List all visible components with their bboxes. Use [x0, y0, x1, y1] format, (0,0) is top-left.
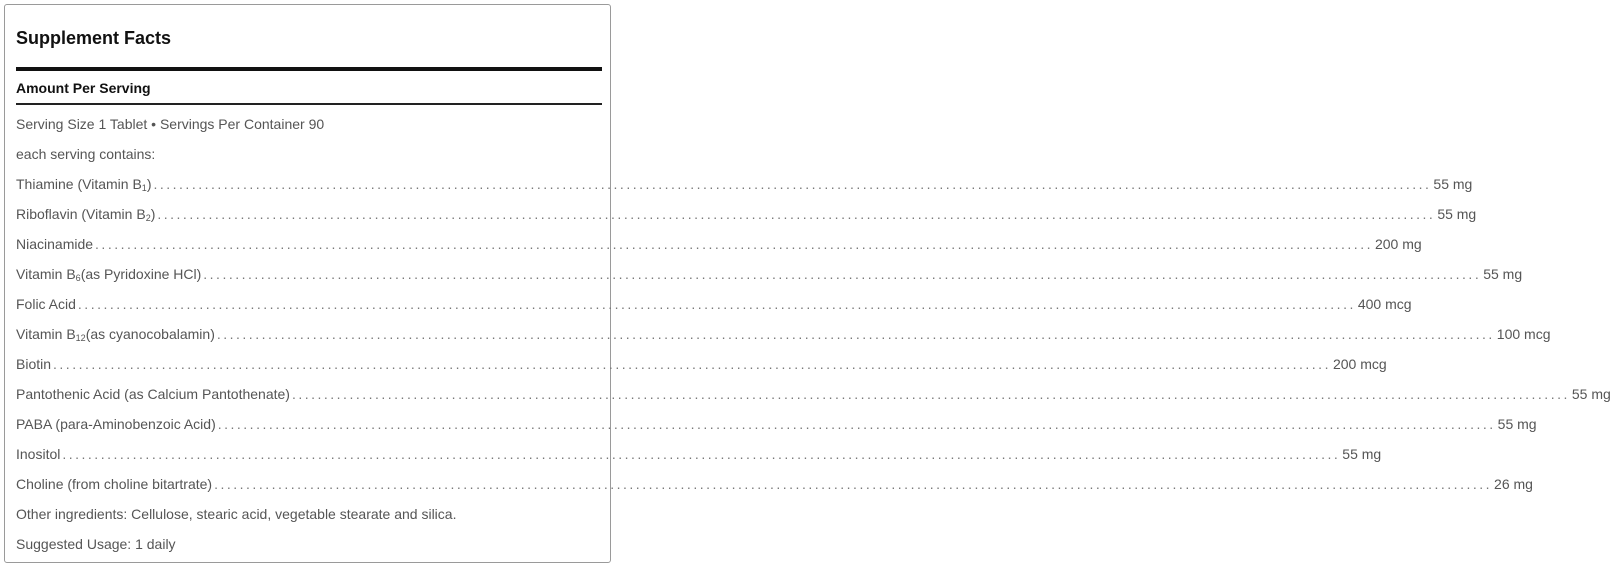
nutrient-name: Thiamine (Vitamin $B_1$) [16, 176, 152, 193]
nutrient-amount: 55 mg [1483, 266, 1523, 282]
nutrient-amount: 200 mcg [1332, 356, 1387, 372]
nutrient-amount: 400 mcg [1357, 296, 1412, 312]
dot-leader: ........................................................................................................................................................................................................ [153, 176, 1432, 192]
nutrient-row [16, 445, 1382, 463]
nutrient-row [16, 475, 1533, 493]
nutrient-name: Pantothenic Acid (as Calcium Pantothenate) [16, 386, 290, 402]
nutrient-name: Biotin [16, 356, 52, 372]
dot-leader: ........................................................................................................................................................................................................ [53, 356, 1331, 372]
suggested-usage: Suggested Usage: 1 daily [16, 536, 176, 552]
dot-leader: ........................................................................................................................................................................................................ [62, 446, 1341, 462]
dot-leader: ........................................................................................................................................................................................................ [217, 416, 1496, 432]
nutrient-row [16, 295, 1412, 313]
thin-divider [16, 103, 602, 105]
supplement-facts-panel [4, 4, 1611, 563]
dot-leader: ........................................................................................................................................................................................................ [203, 266, 1482, 282]
dot-leader: ........................................................................................................................................................................................................ [95, 236, 1373, 252]
nutrient-row [16, 175, 1473, 193]
nutrient-name: Riboflavin (Vitamin $B_2$) [16, 206, 156, 223]
nutrient-row [16, 325, 1551, 343]
nutrient-amount: 55 mg [1571, 386, 1611, 402]
nutrient-amount: 55 mg [1437, 206, 1477, 222]
nutrient-amount: 26 mg [1494, 476, 1533, 492]
nutrient-amount: 200 mg [1374, 236, 1422, 252]
nutrient-amount: 100 mcg [1496, 326, 1551, 342]
nutrient-amount: 55 mg [1433, 176, 1473, 192]
nutrient-name: PABA (para-Aminobenzoic Acid) [16, 416, 216, 432]
serving-line: Serving Size 1 Tablet • Servings Per Container 90 [16, 116, 325, 132]
nutrient-row [16, 385, 1611, 403]
nutrient-row [16, 355, 1387, 373]
dot-leader: ........................................................................................................................................................................................................ [216, 326, 1495, 342]
nutrient-name: Vitamin $B_6(as$ Pyridoxine HCl) [16, 266, 202, 283]
section-heading: Amount Per Serving [16, 80, 151, 96]
dot-leader: ........................................................................................................................................................................................................ [214, 476, 1493, 492]
nutrient-name: Inositol [16, 446, 61, 462]
panel-title: Supplement Facts [16, 28, 172, 48]
nutrient-name: Folic Acid [16, 296, 76, 312]
dot-leader: ........................................................................................................................................................................................................ [157, 206, 1436, 222]
dot-leader: ........................................................................................................................................................................................................ [77, 296, 1356, 312]
nutrient-row [16, 235, 1422, 253]
nutrient-amount: 55 mg [1342, 446, 1382, 462]
thick-divider [16, 67, 602, 71]
nutrient-amount: 55 mg [1497, 416, 1537, 432]
nutrient-name: Niacinamide [16, 236, 94, 252]
nutrient-row [16, 415, 1537, 433]
nutrient-name: Choline (from choline bitartrate) [16, 476, 213, 492]
nutrient-row [16, 205, 1477, 223]
other-ingredients: Other ingredients: Cellulose, stearic acid, vegetable stearate and silica. [16, 506, 457, 522]
nutrient-name: Vitamin $B_{12}(as$ cyanocobalamin) [16, 326, 215, 343]
dot-leader: ........................................................................................................................................................................................................ [291, 386, 1570, 402]
contains-line: each serving contains: [16, 146, 156, 162]
nutrient-row [16, 265, 1523, 283]
